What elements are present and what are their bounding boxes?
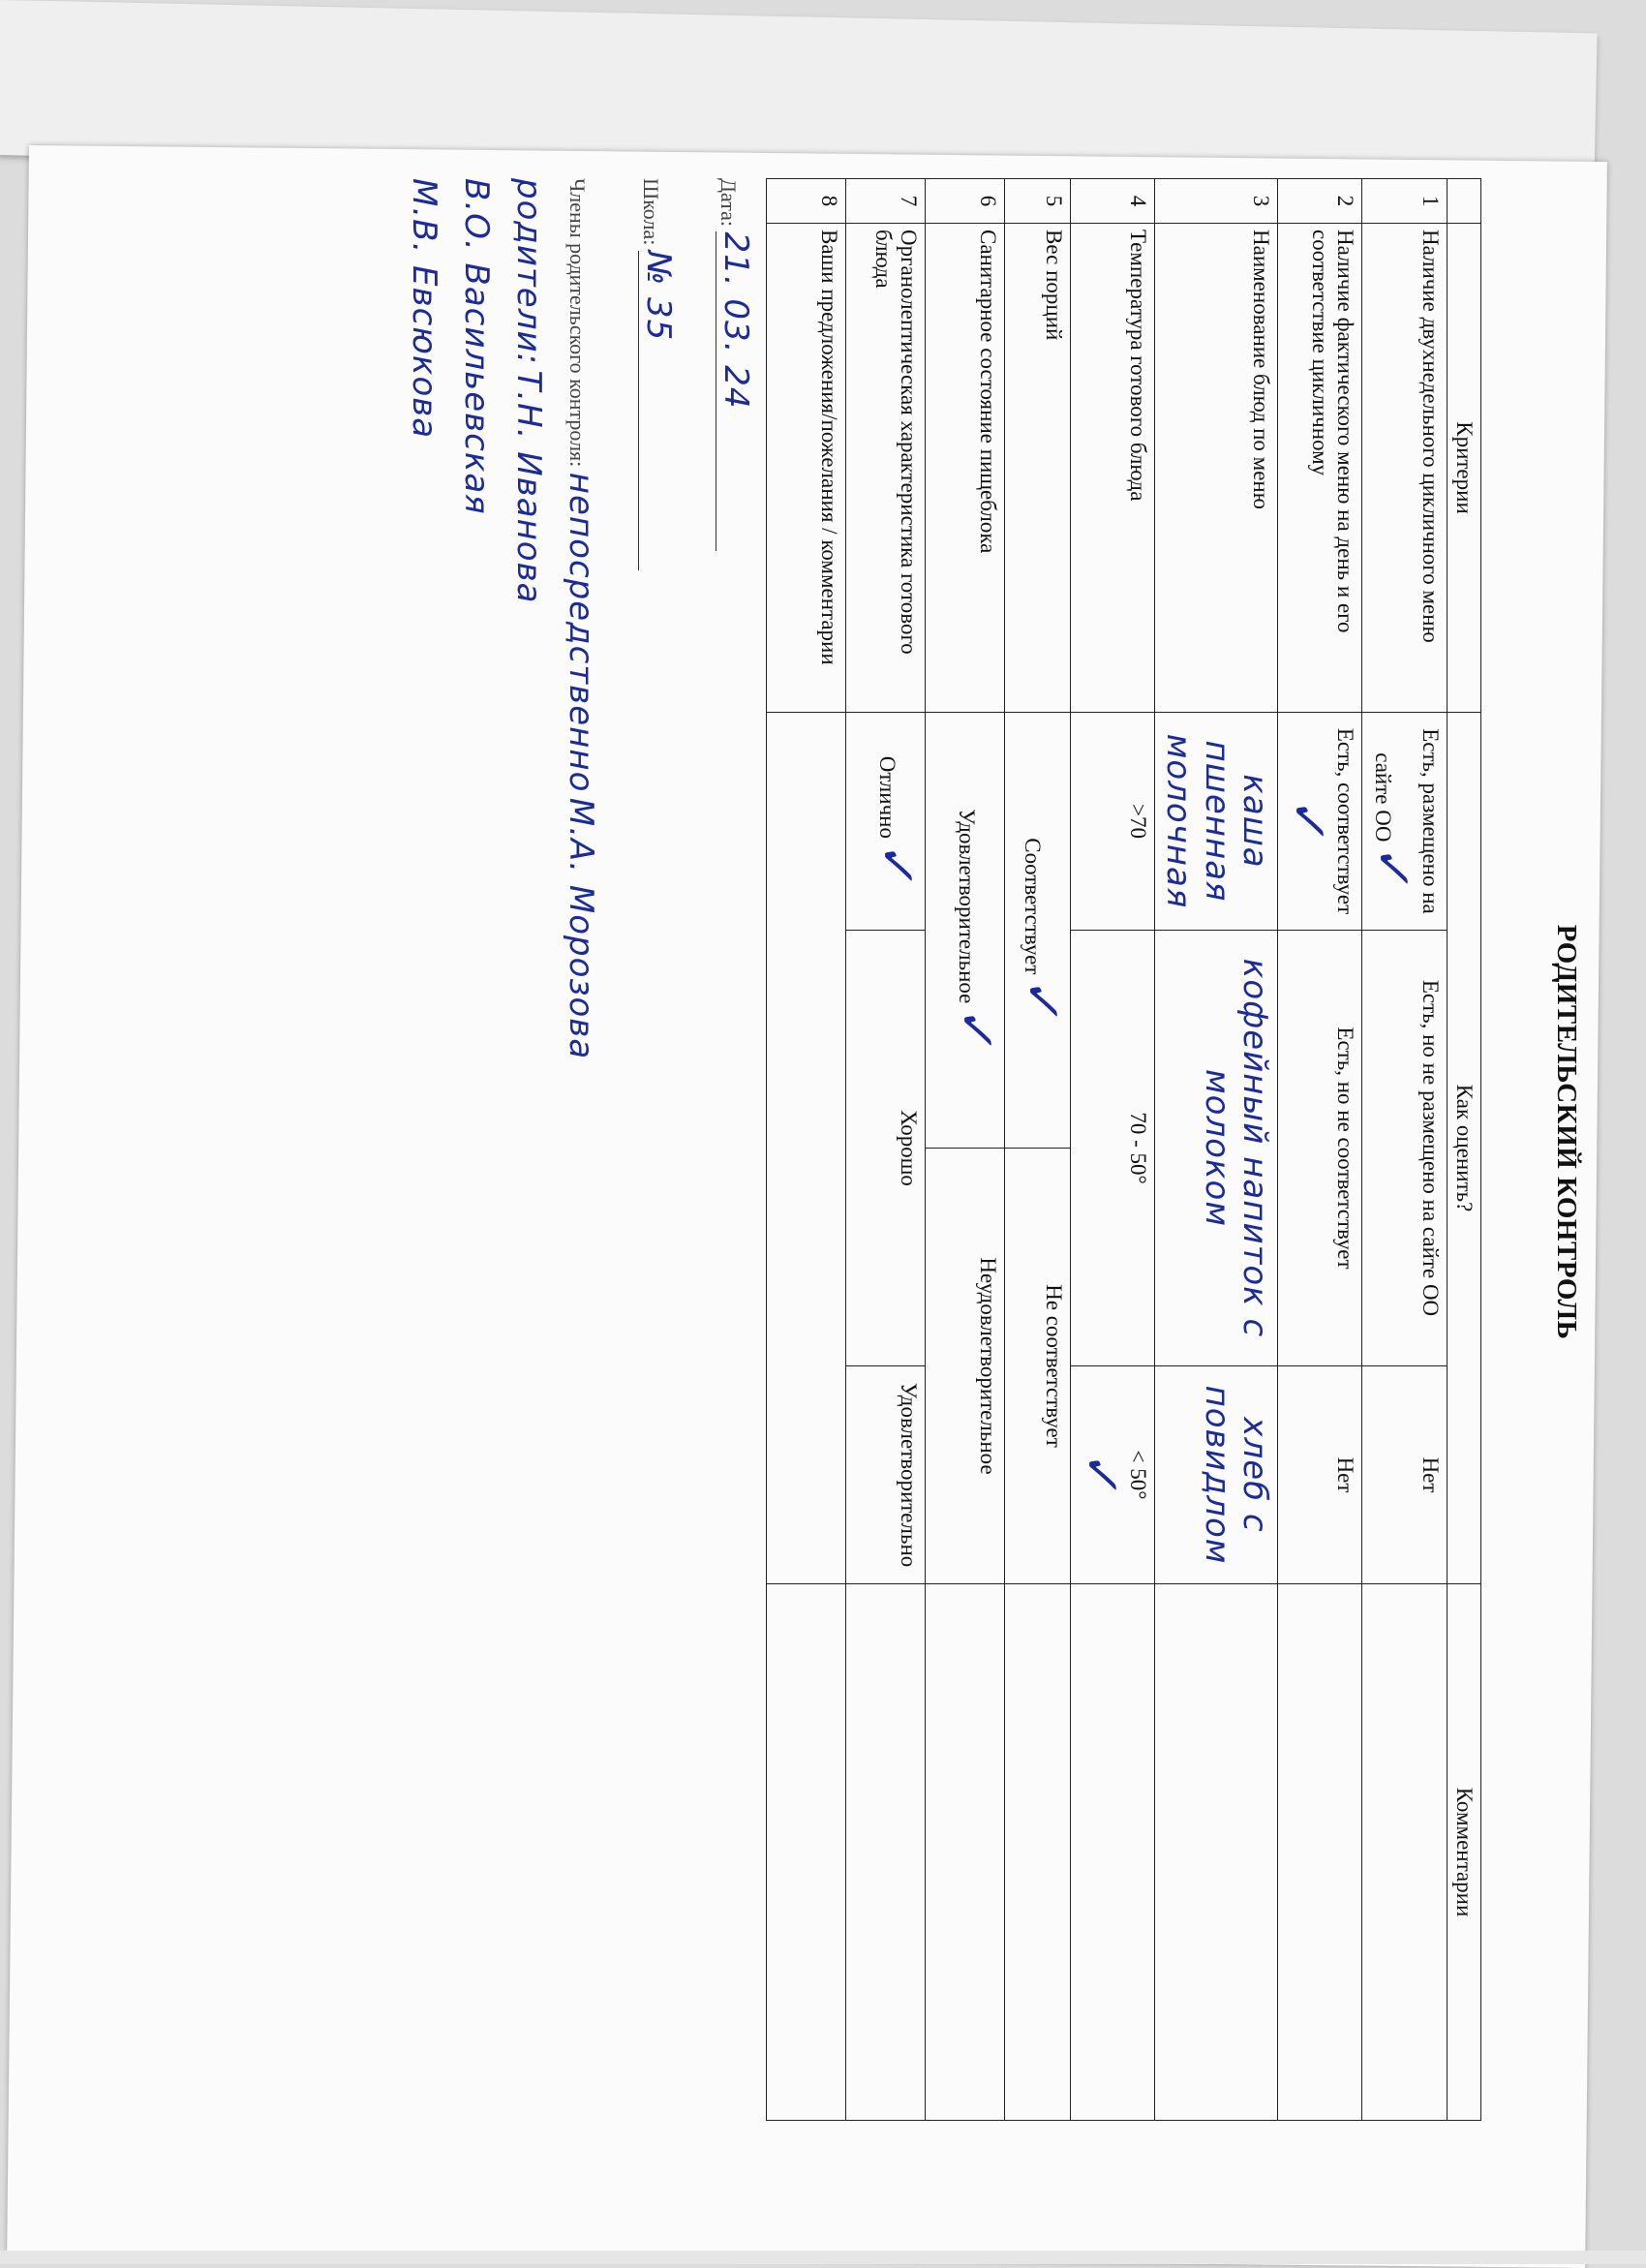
row-number: 4 [1070, 179, 1154, 224]
criterion-text: Вес порций [1004, 224, 1070, 713]
table-row [1277, 179, 1361, 2121]
option-cell[interactable]: Нет [1362, 1366, 1447, 1584]
comment-cell[interactable] [845, 1584, 925, 2121]
table-row [1070, 179, 1154, 2121]
document-title: РОДИТЕЛЬСКИЙ КОНТРОЛЬ [1551, 924, 1582, 1340]
option-cell[interactable] [1004, 713, 1070, 1149]
check-mark-icon: ✓ [947, 1004, 1003, 1057]
table-row [845, 179, 925, 2121]
dish-name: хлеб с повидлом [1197, 1385, 1274, 1565]
comment-cell[interactable] [1155, 1584, 1277, 2121]
handwritten-dish [1155, 931, 1277, 1366]
members-prefix: родители: [509, 178, 548, 365]
option-cell[interactable]: Хорошо [845, 931, 925, 1366]
header-comments: Комментарии [1447, 1584, 1480, 2121]
option-label: Есть, размещено на сайте ОО [1371, 728, 1443, 914]
option-label: Отлично [874, 755, 899, 839]
option-cell[interactable]: Нет [1277, 1366, 1361, 1584]
suggestions-cell[interactable] [766, 713, 845, 1584]
check-mark-icon: ✓ [1013, 975, 1069, 1027]
comment-cell[interactable] [1004, 1584, 1070, 2121]
table-row [925, 179, 1004, 2121]
option-cell[interactable]: Не соответствует [1004, 1149, 1070, 1584]
school-line [638, 178, 678, 570]
option-cell[interactable] [1070, 1366, 1154, 1584]
member-name: М.А. Морозова [562, 797, 600, 1060]
member-name: В.О. Васильевская [457, 178, 496, 515]
criterion-text: Ваши предложения/пожелания / комментарии [766, 224, 845, 713]
dish-name: каша пшенная молочная [1159, 733, 1274, 909]
option-label: < 50° [1126, 1450, 1151, 1500]
criterion-text: Температура готового блюда [1070, 224, 1154, 713]
option-cell[interactable]: 70 - 50° [1070, 931, 1154, 1366]
comment-cell[interactable] [925, 1584, 1004, 2121]
comment-cell[interactable] [766, 1584, 845, 2121]
option-cell[interactable] [1362, 713, 1447, 931]
date-label: Дата: [716, 178, 741, 227]
school-field[interactable] [638, 251, 678, 570]
row-number: 3 [1155, 179, 1277, 224]
option-cell[interactable]: Есть, но не соответствует [1277, 931, 1361, 1366]
row-number: 1 [1362, 179, 1447, 224]
check-mark-icon: ✓ [868, 839, 924, 892]
check-mark-icon: ✓ [1072, 1449, 1128, 1501]
row-number: 5 [1004, 179, 1070, 224]
date-line [716, 178, 755, 551]
table-row [1004, 179, 1070, 2121]
member-name: М.В. Евсюкова [405, 178, 443, 440]
row-number: 2 [1277, 179, 1361, 224]
date-field[interactable] [716, 231, 755, 551]
option-cell[interactable]: Неудовлетворительное [925, 1149, 1004, 1584]
members-label: Члены родительского контроля: [565, 178, 590, 468]
comment-cell[interactable] [1362, 1584, 1447, 2121]
table-row [1362, 179, 1447, 2121]
comment-cell[interactable] [1277, 1584, 1361, 2121]
handwritten-dish [1155, 713, 1277, 931]
header-how: Как оценить? [1447, 713, 1480, 1584]
criterion-text: Санитарное состояние пищеблока [925, 224, 1004, 713]
criterion-text: Наличие двухнедельного цикличного меню [1362, 224, 1447, 713]
members-block [405, 178, 600, 1340]
handwritten-dish [1155, 1366, 1277, 1584]
option-label: Есть, соответствует [1333, 727, 1358, 915]
option-cell[interactable] [925, 713, 1004, 1149]
control-table [766, 178, 1481, 2121]
criterion-text: Органолептическая характеристика готового блюда [845, 224, 925, 713]
row-number: 6 [925, 179, 1004, 224]
option-cell[interactable]: Удовлетворительно [845, 1366, 925, 1584]
row-number: 8 [766, 179, 845, 224]
option-cell[interactable]: Есть, но не размещено на сайте ОО [1362, 931, 1447, 1366]
dish-name: кофейный напиток с молоком [1197, 958, 1274, 1338]
school-value: № 35 [639, 250, 678, 342]
option-cell[interactable]: >70 [1070, 713, 1154, 931]
row-number: 7 [845, 179, 925, 224]
option-label: Удовлетворительное [954, 809, 979, 1004]
members-prefix: непосредственно [562, 472, 600, 793]
member-name: Т.Н. Иванова [509, 370, 548, 604]
comment-cell[interactable] [1070, 1584, 1154, 2121]
date-value: 21. 03. 24 [716, 231, 755, 410]
criterion-text: Наименование блюд по меню [1155, 224, 1277, 713]
school-label: Школа: [639, 178, 663, 246]
scan-edge [0, 2251, 1646, 2264]
check-mark-icon: ✓ [1279, 795, 1335, 847]
option-cell[interactable] [845, 713, 925, 931]
criterion-text: Наличие фактического меню на день и его соответствие цикличному [1277, 224, 1361, 713]
header-row [1447, 179, 1480, 2121]
header-criteria: Критерии [1447, 224, 1480, 713]
option-cell[interactable] [1277, 713, 1361, 931]
check-mark-icon: ✓ [1364, 843, 1420, 895]
header-num [1447, 179, 1480, 224]
table-row [1155, 179, 1277, 2121]
option-label: Соответствует [1020, 838, 1045, 975]
table-row [766, 179, 845, 2121]
